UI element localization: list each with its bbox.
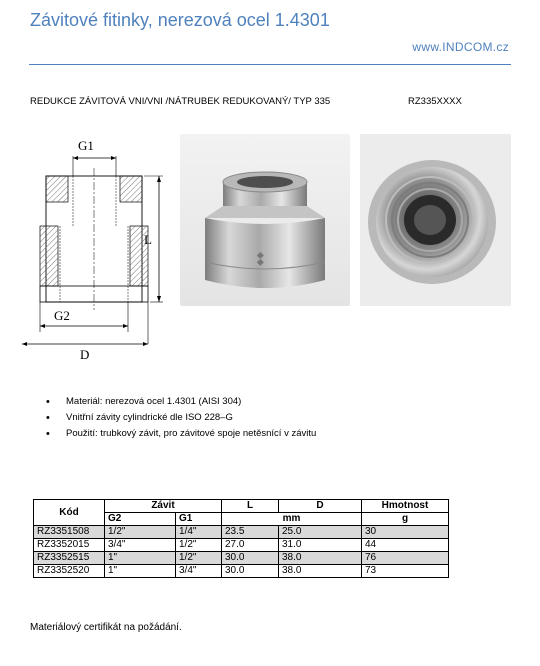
table-row: RZ3351508 1/2" 1/4" 23.5 25.0 30 <box>34 526 449 539</box>
label-d: D <box>80 347 90 360</box>
header-g2: G2 <box>105 513 176 526</box>
technical-drawing <box>18 128 176 360</box>
svg-text:◆◆: ◆◆ <box>256 252 266 266</box>
header-kod: Kód <box>34 500 105 526</box>
header-l: L <box>222 500 279 513</box>
feature-item: • Materiál: nerezová ocel 1.4301 (AISI 304) <box>46 394 316 410</box>
header-d: D <box>279 500 362 513</box>
feature-list <box>46 394 316 442</box>
header-hmotnost: Hmotnost <box>362 500 449 513</box>
header-divider <box>29 64 511 65</box>
product-photo-side <box>180 134 350 306</box>
label-g1: G1 <box>78 138 94 153</box>
table-row: RZ3352515 1" 1/2" 30.0 38.0 76 <box>34 552 449 565</box>
spec-table <box>33 499 449 578</box>
feature-item: • Použití: trubkový závit, pro závitové spoje netěsnící v závitu <box>46 426 316 442</box>
header-zavit: Závit <box>105 500 222 513</box>
table-row: RZ3352520 1" 3/4" 30.0 38.0 73 <box>34 565 449 578</box>
certificate-note: Materiálový certifikát na požádání. <box>30 622 182 633</box>
website-link[interactable]: www.INDCOM.cz <box>412 40 509 54</box>
table-row: RZ3352015 3/4" 1/2" 27.0 31.0 44 <box>34 539 449 552</box>
header-g1: G1 <box>176 513 222 526</box>
product-name: REDUKCE ZÁVITOVÁ VNI/VNI /NÁTRUBEK REDUKOVANÝ/ TYP 335 <box>30 96 331 107</box>
label-l: L <box>144 232 152 247</box>
feature-item: • Vnitřní závity cylindrické dle ISO 228–G <box>46 410 316 426</box>
document-title: Závitové fitinky, nerezová ocel 1.4301 <box>30 10 330 30</box>
product-code: RZ335XXXX <box>408 96 462 107</box>
label-g2: G2 <box>54 308 70 323</box>
product-photo-thread <box>360 134 511 306</box>
header-g: g <box>362 513 449 526</box>
header-mm: mm <box>222 513 362 526</box>
